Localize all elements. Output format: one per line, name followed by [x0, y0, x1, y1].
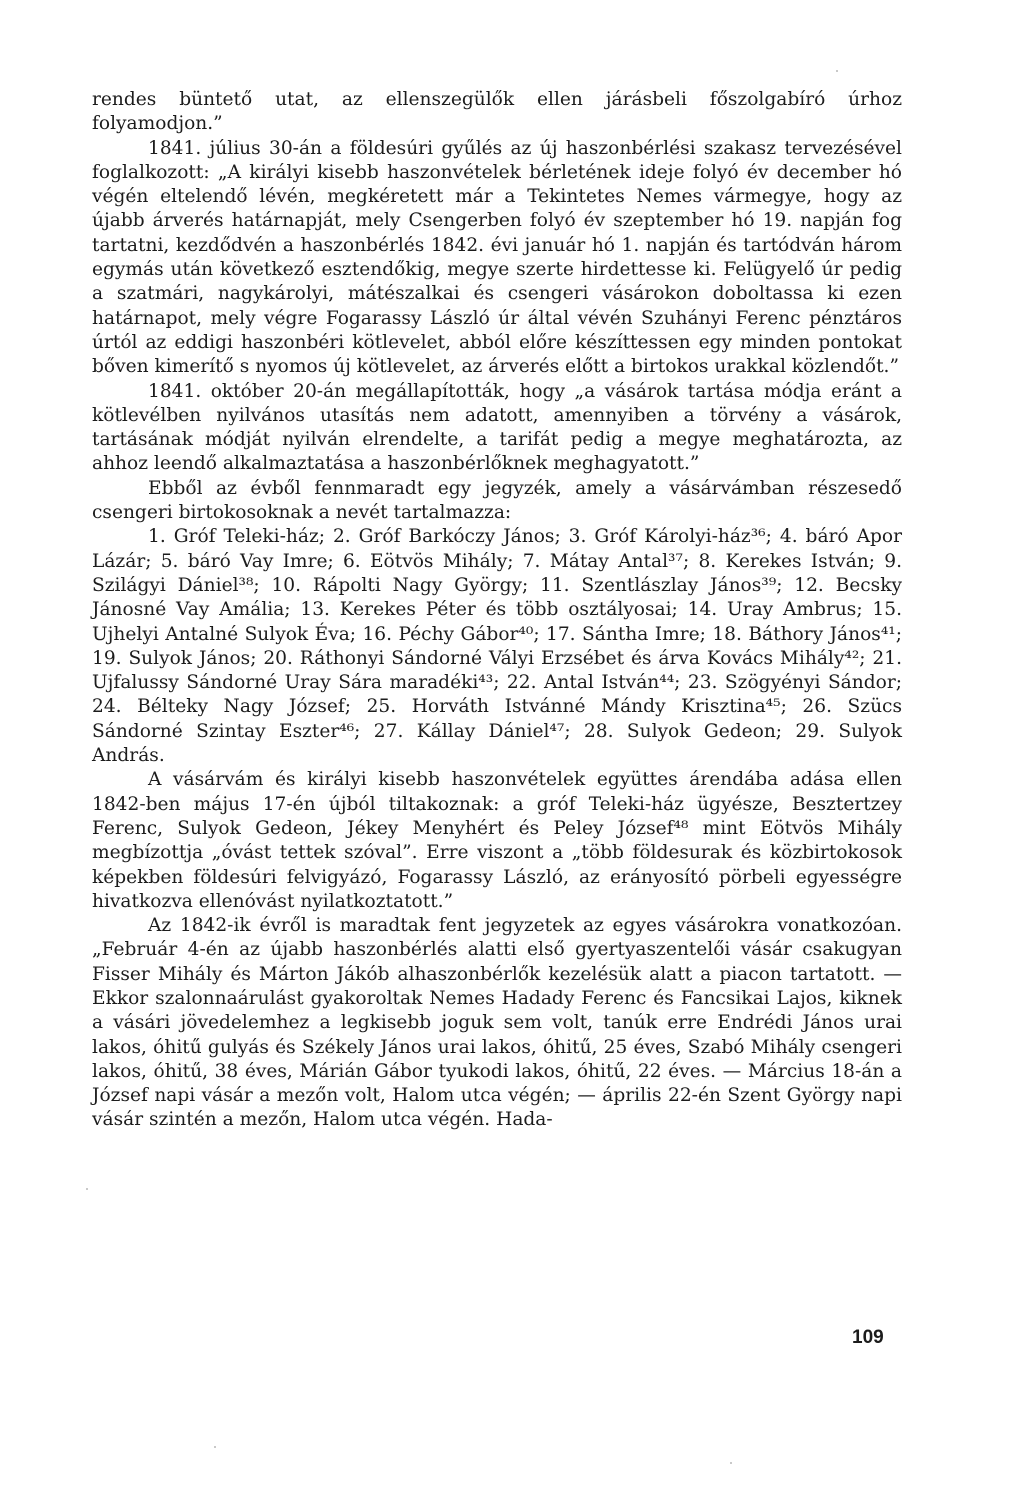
- paragraph-1: rendes büntető utat, az ellenszegülők ellen járásbeli főszolgabíró úrhoz folyamodjon.”: [92, 89, 902, 135]
- page-number: 109: [852, 1327, 884, 1348]
- scan-speck: [86, 1188, 88, 1190]
- paragraph-4: Ebből az évből fennmaradt egy jegyzék, amely a vásárvámban részesedő csengeri birtokosoknak a nevét tartalmazza:: [92, 477, 902, 524]
- scan-speck: [214, 1446, 216, 1448]
- paragraph-5-name-list: 1. Gróf Teleki-ház; 2. Gróf Barkóczy János; 3. Gróf Károlyi-ház³⁶; 4. báró Apor Lázár; 5. báró Vay Imre; 6. Eötvös Mihály; 7. Mátay Antal³⁷; 8. Kerekes István; 9. Szilágyi Dániel³⁸; 10. Rápolti Nagy György; 11. Szentlászlay János³⁹; 12. Becsky Jánosné Vay Amália; 13. Kerekes Péter és több osztályosai; 14. Uray Ambrus; 15. Ujhelyi Antalné Sulyok Éva; 16. Péchy Gábor⁴⁰; 17. Sántha Imre; 18. Báthory János⁴¹; 19. Sulyok János; 20. Ráthonyi Sándorné Vályi Erzsébet és árva Kovács Mihály⁴²; 21. Ujfalussy Sándorné Uray Sára maradéki⁴³; 22. Antal István⁴⁴; 23. Szögyényi Sándor; 24. Bélteky Nagy József; 25. Horváth Istvánné Mándy Krisztina⁴⁵; 26. Szücs Sándorné Szintay Eszter⁴⁶; 27. Kállay Dániel⁴⁷; 28. Sulyok Gedeon; 29. Sulyok András.: [92, 526, 902, 767]
- scan-speck: [730, 1462, 732, 1464]
- scan-speck: [836, 70, 838, 72]
- page-body: [92, 88, 902, 1133]
- paragraph-2: 1841. július 30-án a földesúri gyűlés az új haszonbérlési szakasz tervezésével foglalkozott: „A királyi kisebb haszonvételek bérletének ideje folyó év december hó végén eltelendő lévén, megkéretett már a Tekintetes Nemes vármegye, hogy az újabb árverés határnapját, mely Csengerben folyó év szeptember hó 19. napján fog tartatni, kezdődvén a haszonbérlés 1842. évi január hó 1. napján és tartódván három egymás után következő esztendőkig, megye szerte hirdettesse ki. Felügyelő úr pedig a szatmári, nagykárolyi, mátészalkai és csengeri vásárokon doboltassa ki ezen határnapot, mely végre Fogarassy László úr által vévén Szuhányi Ferenc pénztáros úrtól az eddigi haszonbéri kötlevelet, abból előre készíttessen egy minden pontokat bőven kimerítő s nyomos új kötlevelet, az árverés előtt a birtokos urakkal közlendőt.”: [92, 137, 902, 378]
- paragraph-6: A vásárvám és királyi kisebb haszonvételek együttes árendába adása ellen 1842-ben május 17-én újból tiltakoznak: a gróf Teleki-ház ügyésze, Besztertzey Ferenc, Sulyok Gedeon, Jékey Menyhért és Peley József⁴⁸ mint Eötvös Mihály megbízottja „óvást tettek szóval”. Erre viszont a „több földesurak és közbirtokosok képekben földesúri felvigyázó, Fogarassy László, az erányosító pörbeli egyességre hivatkozva ellenóvást nyilatkoztatott.”: [92, 769, 902, 912]
- paragraph-3: 1841. október 20-án megállapították, hogy „a vásárok tartása módja eránt a kötlevélben nyilvános utasítás nem adatott, amennyiben a törvény a vásárok, tartásának módját nyilván elrendelte, a tarifát pedig a megye meghatározta, az ahhoz leendő alkalmaztatása a haszonbérlőknek meghagyatott.”: [92, 380, 902, 475]
- paragraph-7: Az 1842-ik évről is maradtak fent jegyzetek az egyes vásárokra vonatkozóan. „Február 4-én az újabb haszonbérlés alatti első gyertyaszentelői vásár csakugyan Fisser Mihály és Márton Jákób alhaszonbérlők kezelésük alatt a piacon tartatott. — Ekkor szalonnaárulást gyakoroltak Nemes Hadady Ferenc és Fancsikai Lajos, kiknek a vásári jövedelemhez a legkisebb joguk sem volt, tanúk erre Endrédi János urai lakos, óhitű gulyás és Székely János urai lakos, óhitű, 25 éves, Szabó Mihály csengeri lakos, óhitű, 38 éves, Márián Gábor tyukodi lakos, óhitű, 22 éves. — Március 18-án a József napi vásár a mezőn volt, Halom utca végén; — április 22-én Szent György napi vásár szintén a mezőn, Halom utca végén. Hada-: [92, 915, 902, 1131]
